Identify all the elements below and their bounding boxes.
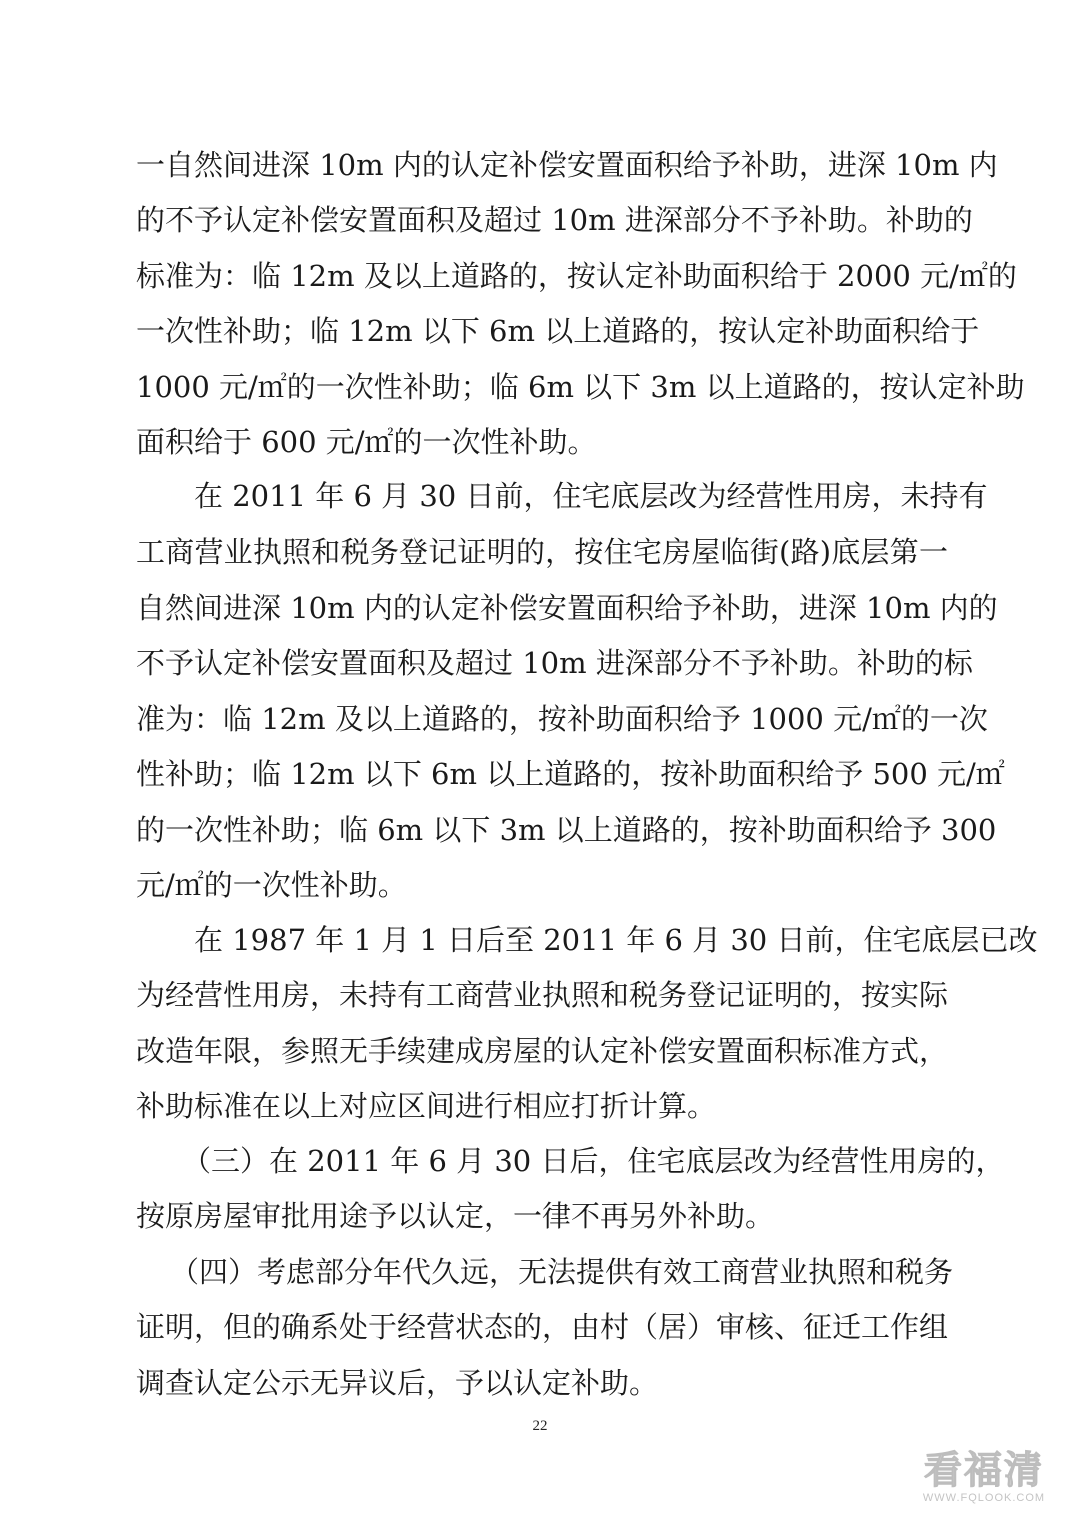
text-line: 自然间进深 10m 内的认定补偿安置面积给予补助，进深 10m 内的	[136, 591, 998, 625]
watermark-logo: 看福清	[923, 1448, 1044, 1492]
text-line: （四）考虑部分年代久远，无法提供有效工商营业执照和税务	[170, 1255, 954, 1289]
text-line: 一自然间进深 10m 内的认定补偿安置面积给予补助，进深 10m 内	[136, 148, 998, 182]
watermark-url: WWW.FQLOOK.COM	[922, 1492, 1046, 1504]
watermark	[914, 1448, 1054, 1504]
text-line: 在 2011 年 6 月 30 日前，住宅底层改为经营性用房，未持有	[194, 479, 988, 513]
text-line: 不予认定补偿安置面积及超过 10m 进深部分不予补助。补助的标	[136, 646, 973, 680]
text-line: （三）在 2011 年 6 月 30 日后，住宅底层改为经营性用房的，	[182, 1144, 1005, 1178]
text-line: 补助标准在以上对应区间进行相应打折计算。	[136, 1089, 717, 1123]
text-line: 一次性补助；临 12m 以下 6m 以上道路的，按认定补助面积给于	[136, 314, 980, 348]
text-line: 面积给于 600 元/㎡的一次性补助。	[136, 425, 597, 459]
text-line: 元/㎡的一次性补助。	[136, 868, 407, 902]
text-line: 的一次性补助；临 6m 以下 3m 以上道路的，按补助面积给予 300	[136, 813, 997, 847]
text-line: 1000 元/㎡的一次性补助；临 6m 以下 3m 以上道路的，按认定补助	[136, 370, 1025, 404]
text-line: 为经营性用房，未持有工商营业执照和税务登记证明的，按实际	[136, 978, 949, 1012]
page-number: 22	[532, 1418, 548, 1434]
text-line: 标准为：临 12m 及以上道路的，按认定补助面积给于 2000 元/㎡的	[136, 259, 1017, 293]
text-line: 的不予认定补偿安置面积及超过 10m 进深部分不予补助。补助的	[136, 203, 973, 237]
text-line: 改造年限，参照无手续建成房屋的认定补偿安置面积标准方式，	[136, 1034, 949, 1068]
text-line: 性补助；临 12m 以下 6m 以上道路的，按补助面积给予 500 元/㎡	[136, 757, 1005, 791]
text-line: 工商营业执照和税务登记证明的，按住宅房屋临街(路)底层第一	[136, 535, 948, 569]
text-line: 准为：临 12m 及以上道路的，按补助面积给予 1000 元/㎡的一次	[136, 702, 988, 736]
text-line: 调查认定公示无异议后，予以认定补助。	[136, 1366, 659, 1400]
text-line: 证明，但的确系处于经营状态的，由村（居）审核、征迁工作组	[136, 1310, 949, 1344]
text-line: 按原房屋审批用途予以认定，一律不再另外补助。	[136, 1199, 775, 1233]
text-line: 在 1987 年 1 月 1 日后至 2011 年 6 月 30 日前，住宅底层已改	[194, 923, 1038, 957]
